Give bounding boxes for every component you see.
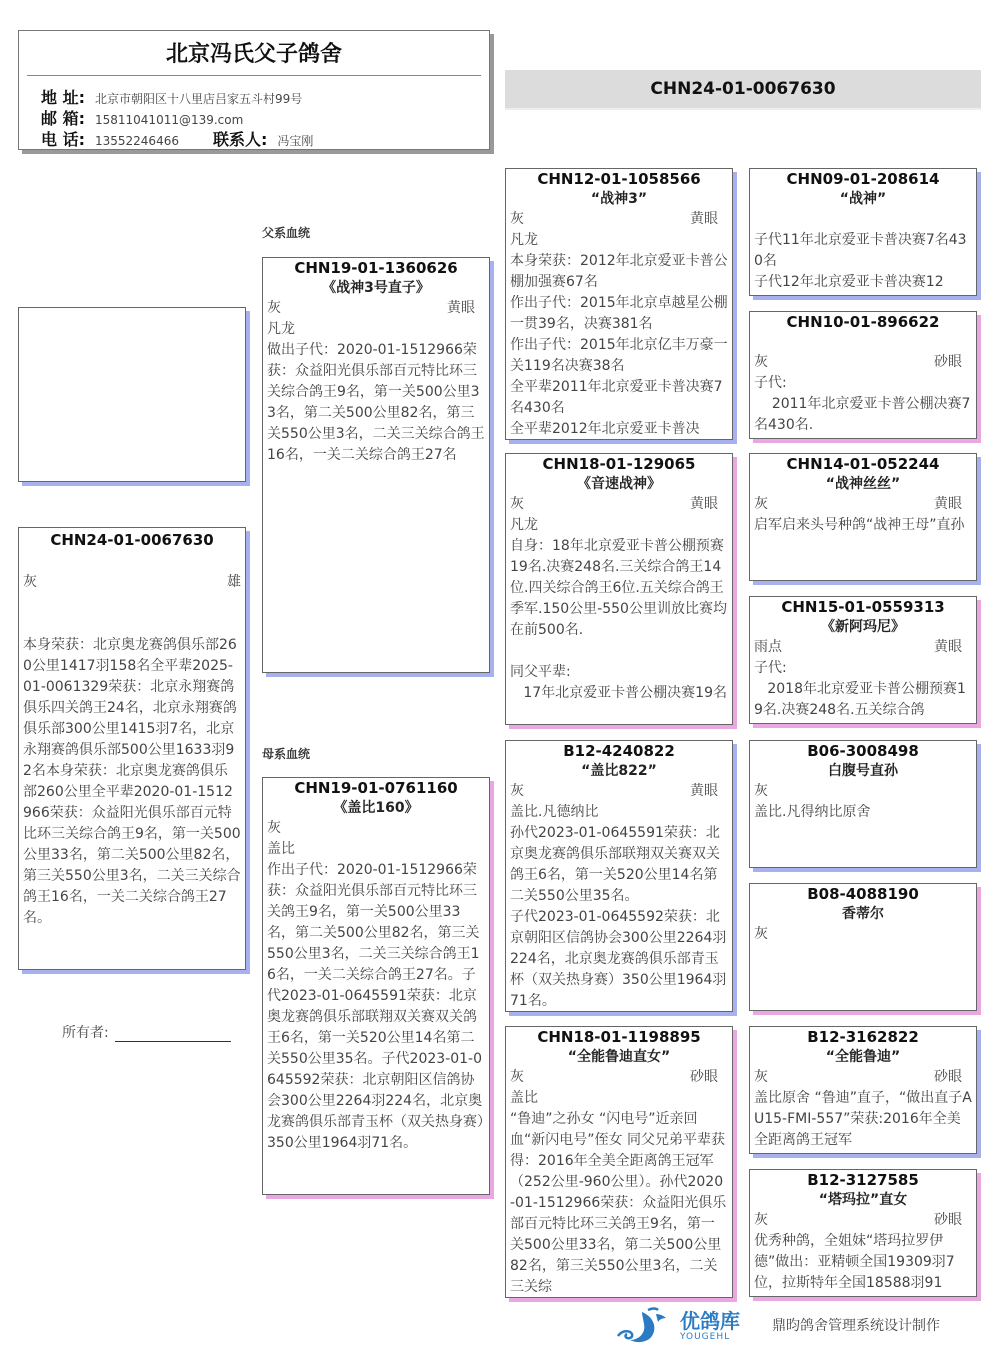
contact-label: 联系人: [212, 130, 268, 149]
ring-number: CHN12-01-1058566 [537, 170, 701, 188]
great-grandparent-card [749, 740, 977, 868]
eye: 黄眼 [934, 639, 962, 655]
pigeon-name: “全能鲁迪直女” [567, 1049, 671, 1065]
notes: 盖比原舍 “鲁迪”直子，“做出直子AU15-FMI-557”荣获:2016年全美全距离鸽王冠军 [754, 1090, 972, 1148]
great-grandparent-card [749, 453, 977, 581]
pigeon-name: 香蒂尔 [842, 906, 884, 922]
notes: 凡龙 自身：18年北京爱亚卡普公棚预赛19名.决赛248名.三关综合鸽王14位.四关综合鸽王6位.五关综合鸽王季军.150公里-550公里训放比赛均在前500名. 同父平辈: 17年北京爱亚卡普公棚决赛19名 [510, 517, 727, 701]
phone-row [41, 127, 313, 150]
notes: 凡龙 本身荣获：2012年北京爱亚卡普公棚加强赛67名 作出子代：2015年北京卓越星公棚一贯39名，决赛381名 作出子代：2015年北京亿丰万豪一关119名决赛38名 全平辈2011年北京爱亚卡普决赛7名430名 全平辈2012年北京爱亚卡普决 [510, 232, 728, 437]
color-sex-row [19, 572, 245, 593]
eye: 黄眼 [690, 496, 718, 512]
pigeon-name: 白腹号直孙 [828, 763, 898, 779]
loft-title: 北京冯氏父子鸽舍 [165, 42, 342, 67]
color: 灰 [510, 496, 524, 512]
ring-number: B06-3008498 [807, 742, 919, 760]
pigeon-photo-frame [18, 307, 246, 482]
grandsire-paternal-card [505, 168, 733, 440]
color-eye-row [506, 1067, 732, 1088]
ring-number: B12-3127585 [807, 1171, 919, 1189]
granddam-paternal-card [505, 453, 733, 725]
pigeon-name: “战神丝丝” [825, 476, 901, 492]
notes: 盖比.凡得纳比原舍 [754, 804, 871, 820]
granddam-maternal-card [505, 1026, 733, 1298]
sex: 雄 [227, 574, 241, 590]
eye: 砂眼 [690, 1069, 718, 1085]
color-eye-row [263, 298, 489, 319]
ring-number: CHN18-01-1198895 [537, 1028, 701, 1046]
pigeon-name: 《战神3号直子》 [322, 280, 430, 296]
color-eye-row [750, 352, 976, 373]
color: 灰 [510, 1069, 524, 1085]
great-grandparent-card [749, 168, 977, 296]
eye: 黄眼 [690, 783, 718, 799]
color: 雨点 [754, 639, 782, 655]
pigeon-name: 《新阿玛尼》 [821, 619, 905, 635]
ring-number: B08-4088190 [807, 885, 919, 903]
eye: 黄眼 [690, 211, 718, 227]
color-eye-row [750, 781, 976, 802]
phone-value: 13552246466 [94, 134, 179, 148]
dam-line-label: 母系血统 [262, 747, 311, 761]
divider [27, 75, 481, 76]
pigeon-name: “盖比822” [581, 763, 657, 779]
pigeon-name: “塔玛拉”直女 [818, 1192, 908, 1208]
address-value: 北京市朝阳区十八里店吕家五斗村99号 [94, 92, 303, 106]
color-eye-row [750, 1067, 976, 1088]
ring-number: CHN18-01-129065 [542, 455, 696, 473]
email-value: 15811041011@139.com [94, 113, 244, 127]
color-eye-row [750, 494, 976, 515]
address-row [41, 85, 302, 108]
email-row [41, 106, 243, 129]
sire-card [262, 257, 490, 673]
pigeon-name: 《音速战神》 [577, 476, 661, 492]
pigeon-name: “全能鲁迪” [825, 1049, 901, 1065]
owner-field [62, 1022, 231, 1042]
subject-card [18, 527, 246, 970]
great-grandparent-card [749, 596, 977, 724]
notes: 优秀种鸽，全姐妹“塔玛拉罗伊德”做出：亚精顿全国19309羽7位，拉斯特年全国18588羽91 [754, 1233, 955, 1291]
ring-number: CHN09-01-208614 [786, 170, 940, 188]
color: 灰 [267, 820, 281, 836]
notes: 子代: 2018年北京爱亚卡普公棚预赛19名.决赛248名.五关综合鸽 [754, 660, 966, 718]
phone-label: 电 话: [41, 130, 85, 149]
pigeon-name: “战神3” [590, 191, 648, 207]
great-grandparent-card [749, 1026, 977, 1154]
loft-info-card [18, 30, 490, 150]
brand-logo [612, 1306, 740, 1346]
ring-number: B12-3162822 [807, 1028, 919, 1046]
eye: 砂眼 [934, 1069, 962, 1085]
address-label: 地 址: [41, 88, 85, 107]
notes: 凡龙 做出子代：2020-01-1512966荣获：众益阳光俱乐部百元特比环三关综合鸽王9名，第一关500公里33名，第二关500公里82名，第三关550公里3名，二关三关综合鸽王16名，一关二关综合鸽王27名 [267, 321, 485, 463]
swirl-logo-icon [612, 1306, 676, 1346]
color: 灰 [754, 1212, 768, 1228]
color-eye-row [750, 209, 976, 230]
grandsire-maternal-card [505, 740, 733, 1012]
color-eye-row [506, 494, 732, 515]
eye: 砂眼 [934, 354, 962, 370]
color-eye-row [750, 1210, 976, 1231]
pigeon-name: 《盖比160》 [333, 800, 419, 816]
great-grandparent-card [749, 311, 977, 439]
owner-signature-line [115, 1027, 231, 1042]
color-eye-row [750, 924, 976, 945]
color: 灰 [754, 496, 768, 512]
notes: 本身荣获：北京奥龙赛鸽俱乐部260公里1417羽158名全平辈2025-01-0061329荣获：北京永翔赛鸽俱乐四关鸽王24名，北京永翔赛鸽俱乐部300公里1415羽7名，北京永翔赛鸽俱乐部500公里1633羽92名本身荣获：北京奥龙赛鸽俱乐部260公里全平辈2020-01-1512966荣获：众益阳光俱乐部百元特比环三关综合鸽王9名，第一关500公里33名，第二关500公里82名，第三关550公里3名，二关三关综合鸽王16名，一关二关综合鸽王27名。 [23, 637, 241, 926]
notes: 盖比.凡德纳比 孙代2023-01-0645591荣获：北京奥龙赛鸽俱乐部联翔双关赛双关鸽王6名，第一关520公里14名第二关550公里35名。 子代2023-01-0645592荣获：北京朝阳区信鸽协会300公里2264羽224名，北京奥龙赛鸽俱乐部青玉杯（双关热身赛）350公里1964羽71名。 [510, 804, 727, 1009]
color: 灰 [510, 211, 524, 227]
eye: 黄眼 [447, 300, 475, 316]
color-eye-row [506, 209, 732, 230]
ring-number: CHN15-01-0559313 [781, 598, 945, 616]
sire-line-label: 父系血统 [262, 226, 311, 240]
great-grandparent-card [749, 883, 977, 1011]
color: 灰 [267, 300, 281, 316]
email-label: 邮 箱: [41, 109, 85, 128]
notes: 盖比 “鲁迪”之孙女 “闪电号”近亲回血“新闪电号”侄女 同父兄弟平辈获得：2016年全美全距离鸽王冠军（252公里-960公里）。孙代2020-01-1512966荣获：众益阳光俱乐部百元特比环三关鸽王9名，第一关500公里33名，第二关500公里82名，第三关550公里3名，二关三关综 [510, 1090, 727, 1295]
color: 灰 [510, 783, 524, 799]
ring-number: CHN14-01-052244 [786, 455, 940, 473]
eye: 砂眼 [934, 1212, 962, 1228]
notes: 盖比 作出子代：2020-01-1512966荣获：众益阳光俱乐部百元特比环三关鸽王9名，第一关500公里33名，第二关500公里82名，第三关550公里3名，二关三关综合鸽王16名，一关二关综合鸽王27名。子代2023-01-0645591荣获：北京奥龙赛鸽俱乐部联翔双关赛双关鸽王6名，第一关520公里14名第二关550公里35名。子代2023-01-0645592荣获：北京朝阳区信鸽协会300公里2264羽224名，北京奥龙赛鸽俱乐部青玉杯（双关热身赛）350公里1964羽71名。 [267, 841, 484, 1151]
pigeon-name [750, 332, 976, 352]
eye: 黄眼 [934, 496, 962, 512]
pigeon-name: “战神” [839, 191, 887, 207]
ring-number: CHN10-01-896622 [786, 313, 940, 331]
notes: 子代11年北京爱亚卡普决赛7名430名 子代12年北京爱亚卡普决赛12 [754, 232, 967, 290]
brand-name-en: YOUGEHL [680, 1332, 731, 1342]
notes: 子代: 2011年北京爱亚卡普公棚决赛7名430名. [754, 375, 971, 433]
color-eye-row [263, 818, 489, 839]
color-eye-row [506, 781, 732, 802]
main-ring-banner: CHN24-01-0067630 [505, 70, 981, 110]
color-eye-row [750, 637, 976, 658]
ring-number: CHN24-01-0067630 [50, 531, 214, 549]
color: 灰 [754, 926, 768, 942]
notes: 启军启来头号种鸽“战神王母”直孙 [754, 517, 965, 533]
color: 灰 [754, 783, 768, 799]
color: 灰 [23, 574, 37, 590]
great-grandparent-card [749, 1169, 977, 1297]
ring-number: B12-4240822 [563, 742, 675, 760]
color: 灰 [754, 1069, 768, 1085]
brand-name: 优鸽库 [680, 1309, 740, 1333]
ring-number: CHN19-01-1360626 [294, 259, 458, 277]
ring-number: CHN19-01-0761160 [294, 779, 458, 797]
contact-value: 冯宝刚 [277, 134, 314, 148]
dam-card [262, 777, 490, 1195]
color: 灰 [754, 354, 768, 370]
owner-label: 所有者: [62, 1025, 109, 1041]
footer-credit: 鼎昀鸽舍管理系统设计制作 [772, 1318, 940, 1334]
